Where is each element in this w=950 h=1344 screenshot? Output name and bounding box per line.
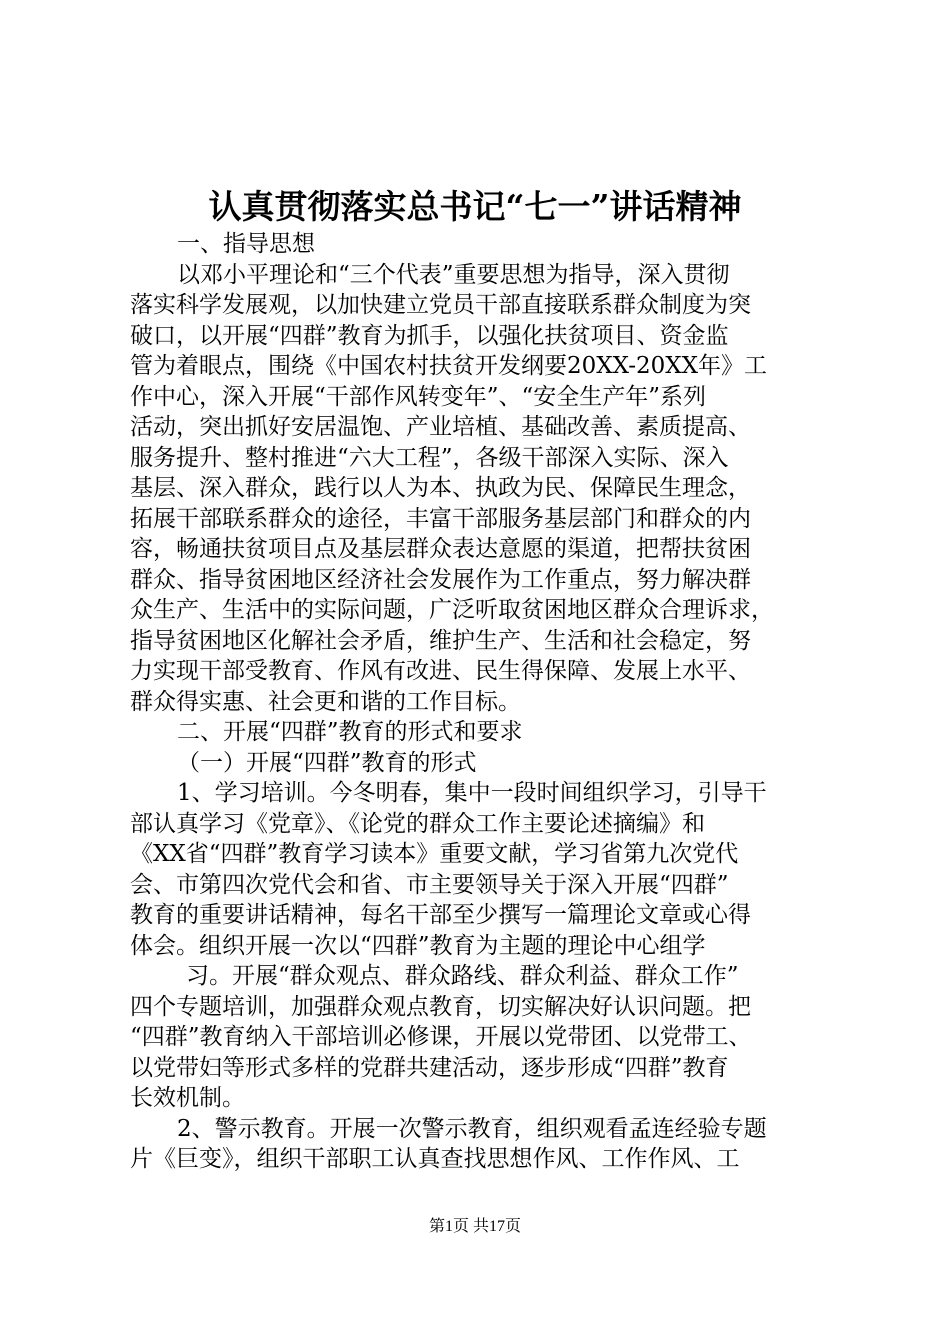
subheading-forms: （一）开展“四群”教育的形式 — [177, 749, 477, 776]
paragraph-line: 四个专题培训，加强群众观点教育，切实解决好认识问题。把 — [130, 993, 751, 1020]
paragraph-line: 长效机制。 — [130, 1085, 245, 1111]
paragraph-line: 拓展干部联系群众的途径，丰富干部服务基层部门和群众的内 — [130, 505, 751, 532]
paragraph-line: 众生产、生活中的实际问题，广泛听取贫困地区群众合理诉求， — [130, 597, 774, 623]
paragraph-line: 《XX省“四群”教育学习读本》重要文献，学习省第九次党代 — [130, 841, 739, 867]
paragraph-line: 部认真学习《党章》、《论党的群众工作主要论述摘编》和 — [130, 810, 705, 837]
heading-forms-and-requirements: 二、开展“四群”教育的形式和要求 — [177, 719, 523, 745]
paragraph-line: 体会。组织开展一次以“四群”教育为主题的理论中心组学 — [130, 932, 706, 959]
paragraph-line: 服务提升、整村推进“六大工程”，各级干部深入实际、深入 — [130, 444, 729, 471]
paragraph-line: 群众得实惠、社会更和谐的工作目标。 — [130, 688, 521, 715]
paragraph-line: 基层、深入群众，践行以人为本、执政为民、保障民生理念， — [130, 475, 751, 501]
paragraph-line: 群众、指导贫困地区经济社会发展作为工作重点，努力解决群 — [130, 566, 751, 593]
paragraph-line: 教育的重要讲话精神，每名干部至少撰写一篇理论文章或心得 — [130, 902, 751, 928]
document-title: 认真贯彻落实总书记“七一”讲话精神 — [208, 187, 742, 226]
page-number-footer: 第1页 共17页 — [428, 1218, 521, 1235]
paragraph-line: 2、警示教育。开展一次警示教育，组织观看孟连经验专题 — [177, 1115, 767, 1142]
paragraph-line: 指导贫困地区化解社会矛盾，维护生产、生活和社会稳定，努 — [130, 627, 751, 654]
paragraph-line: 1、学习培训。今冬明春，集中一段时间组织学习，引导干 — [177, 780, 767, 806]
paragraph-line: 管为着眼点，围绕《中国农村扶贫开发纲要20XX-20XX年》工 — [130, 353, 767, 379]
paragraph-line: 片《巨变》，组织干部职工认真查找思想作风、工作作风、工 — [130, 1146, 740, 1172]
paragraph-line: “四群”教育纳入干部培训必修课，开展以党带团、以党带工、 — [130, 1024, 752, 1050]
paragraph-line: 活动，突出抓好安居温饱、产业培植、基础改善、素质提高、 — [130, 414, 751, 440]
document-body — [130, 229, 836, 1175]
paragraph-line: 习。开展“群众观点、群众路线、群众利益、群众工作” — [186, 963, 739, 989]
paragraph-line: 落实科学发展观，以加快建立党员干部直接联系群众制度为突 — [130, 292, 751, 318]
heading-guiding-ideology: 一、指导思想 — [177, 231, 315, 257]
paragraph-line: 会、市第四次党代会和省、市主要领导关于深入开展“四群” — [130, 871, 729, 898]
paragraph-line: 以党带妇等形式多样的党群共建活动，逐步形成“四群”教育 — [130, 1054, 729, 1081]
paragraph-line: 破口，以开展“四群”教育为抓手，以强化扶贫项目、资金监 — [130, 322, 729, 349]
paragraph-line: 容，畅通扶贫项目点及基层群众表达意愿的渠道，把帮扶贫困 — [130, 536, 751, 562]
paragraph-line: 以邓小平理论和“三个代表”重要思想为指导，深入贯彻 — [177, 261, 730, 288]
paragraph-line: 力实现干部受教育、作风有改进、民生得保障、发展上水平、 — [130, 658, 751, 684]
paragraph-line: 作中心，深入开展“干部作风转变年”、“安全生产年”系列 — [130, 383, 707, 410]
